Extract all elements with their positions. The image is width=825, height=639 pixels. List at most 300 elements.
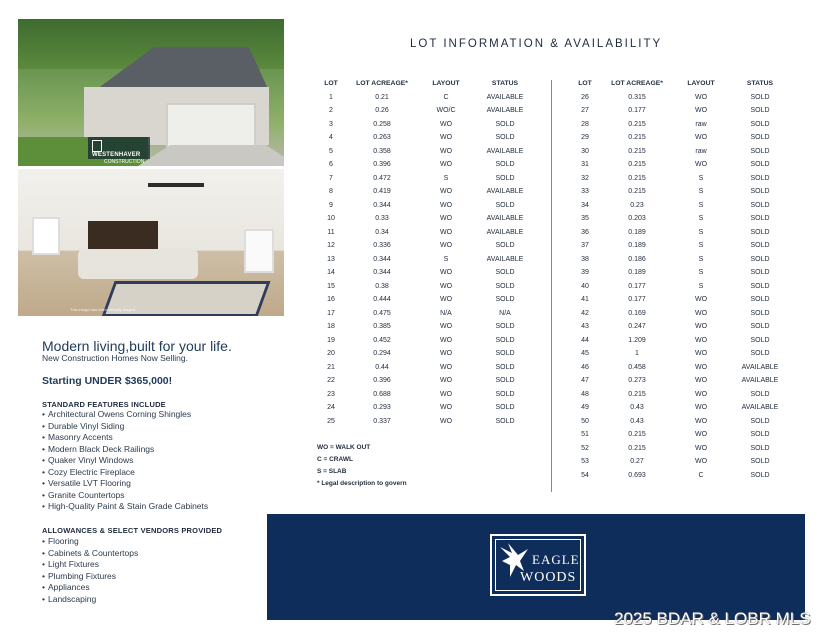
lot-acreage: 0.23 — [630, 201, 644, 209]
lot-number: 42 — [581, 309, 589, 317]
lot-table-left — [318, 77, 538, 428]
lot-number: 20 — [327, 350, 335, 358]
lot-number: 41 — [581, 296, 589, 304]
lot-status: SOLD — [495, 161, 515, 169]
lot-status: SOLD — [750, 161, 770, 169]
lot-number: 32 — [581, 174, 589, 182]
lot-layout: raw — [695, 147, 707, 155]
lot-status: N/A — [499, 309, 511, 317]
table-row — [318, 334, 538, 348]
lot-status: SOLD — [750, 458, 770, 466]
table-row — [571, 131, 793, 145]
lot-layout: WO — [694, 336, 708, 344]
lot-number: 22 — [327, 377, 335, 385]
lot-number: 53 — [581, 458, 589, 466]
lot-layout: WO — [694, 93, 708, 101]
lot-number: 28 — [581, 120, 589, 128]
lot-status: SOLD — [750, 134, 770, 142]
lot-status: SOLD — [495, 336, 515, 344]
lot-layout: C — [698, 471, 704, 479]
feature-item: • Quaker Vinyl Windows — [42, 455, 208, 467]
lot-number: 1 — [329, 93, 333, 101]
table-row — [571, 104, 793, 118]
lot-status: SOLD — [750, 107, 770, 115]
lot-status: SOLD — [750, 269, 770, 277]
lot-status: SOLD — [495, 242, 515, 250]
table-row — [318, 131, 538, 145]
lot-acreage: 0.43 — [630, 417, 644, 425]
lot-layout: WO — [694, 390, 708, 398]
table-row — [571, 199, 793, 213]
table-row — [571, 442, 793, 456]
lot-status: SOLD — [750, 471, 770, 479]
lot-number: 27 — [581, 107, 589, 115]
lot-status: AVAILABLE — [486, 228, 524, 236]
lot-number: 35 — [581, 215, 589, 223]
table-row — [318, 253, 538, 267]
lot-layout: S — [698, 201, 704, 209]
lot-number: 49 — [581, 404, 589, 412]
lot-number: 38 — [581, 255, 589, 263]
lot-status: SOLD — [495, 323, 515, 331]
lot-number: 45 — [581, 350, 589, 358]
table-row — [571, 307, 793, 321]
allowance-item: • Light Fixtures — [42, 559, 138, 571]
table-row — [318, 388, 538, 402]
lot-layout: WO — [694, 444, 708, 452]
lot-acreage: 0.215 — [628, 444, 646, 452]
lot-number: 6 — [329, 161, 333, 169]
table-row — [318, 104, 538, 118]
lot-status: SOLD — [750, 93, 770, 101]
lot-status: AVAILABLE — [486, 255, 524, 263]
lot-acreage: 0.34 — [375, 228, 389, 236]
lot-acreage: 0.315 — [628, 93, 646, 101]
lot-acreage: 0.177 — [628, 282, 646, 290]
logo-word-woods: WOODS — [520, 570, 577, 585]
table-row — [571, 266, 793, 280]
feature-item: • High-Quality Paint & Stain Grade Cabinets — [42, 501, 208, 513]
lot-status: SOLD — [750, 120, 770, 128]
lot-layout: WO — [439, 188, 453, 196]
builder-logo — [88, 137, 150, 165]
lot-acreage: 0.189 — [628, 242, 646, 250]
lot-acreage: 0.472 — [373, 174, 391, 182]
table-row — [571, 320, 793, 334]
table-row — [318, 145, 538, 159]
lot-status: SOLD — [750, 309, 770, 317]
table-row — [318, 212, 538, 226]
table-row — [571, 145, 793, 159]
lot-acreage: 0.215 — [628, 120, 646, 128]
lot-layout: WO — [439, 350, 453, 358]
lot-number: 9 — [329, 201, 333, 209]
lot-acreage: 0.215 — [628, 431, 646, 439]
lot-layout: WO — [439, 282, 453, 290]
table-row — [571, 280, 793, 294]
table-row — [318, 91, 538, 105]
lot-acreage: 0.263 — [373, 134, 391, 142]
lot-number: 34 — [581, 201, 589, 209]
ceiling-fan — [148, 183, 204, 187]
lot-layout: WO — [439, 161, 453, 169]
lot-number: 16 — [327, 296, 335, 304]
column-header: LOT ACREAGE* — [611, 80, 663, 88]
lot-acreage: 0.336 — [373, 242, 391, 250]
lot-number: 29 — [581, 134, 589, 142]
lot-status: SOLD — [750, 215, 770, 223]
lot-acreage: 0.344 — [373, 255, 391, 263]
table-row — [571, 361, 793, 375]
lot-number: 46 — [581, 363, 589, 371]
lot-status: SOLD — [750, 296, 770, 304]
table-row — [571, 293, 793, 307]
lot-number: 39 — [581, 269, 589, 277]
lot-number: 17 — [327, 309, 335, 317]
lot-status: SOLD — [495, 390, 515, 398]
lot-layout: WO — [439, 323, 453, 331]
lot-status: AVAILABLE — [741, 363, 779, 371]
lot-layout: WO — [439, 201, 453, 209]
garage-door — [166, 103, 256, 149]
promo-subhead: New Construction Homes Now Selling. — [42, 353, 188, 363]
lot-acreage: 1 — [635, 350, 639, 358]
lot-acreage: 0.444 — [373, 296, 391, 304]
lot-acreage: 0.203 — [628, 215, 646, 223]
lot-number: 18 — [327, 323, 335, 331]
column-header: LAYOUT — [432, 80, 460, 88]
table-row — [318, 226, 538, 240]
lot-acreage: 0.458 — [628, 363, 646, 371]
lot-status: SOLD — [750, 350, 770, 358]
table-row — [571, 428, 793, 442]
lot-number: 44 — [581, 336, 589, 344]
allowances-list — [42, 536, 138, 605]
promo-headline: Modern living,built for your life. — [42, 338, 232, 354]
lot-layout: WO — [439, 134, 453, 142]
lot-layout: S — [443, 174, 449, 182]
table-row — [571, 118, 793, 132]
lot-acreage: 0.215 — [628, 147, 646, 155]
lot-acreage: 0.26 — [375, 107, 389, 115]
lot-number: 51 — [581, 431, 589, 439]
lot-status: SOLD — [750, 444, 770, 452]
allowance-item: • Plumbing Fixtures — [42, 571, 138, 583]
lot-acreage: 0.693 — [628, 471, 646, 479]
lot-acreage: 0.396 — [373, 377, 391, 385]
lot-number: 5 — [329, 147, 333, 155]
table-row — [571, 374, 793, 388]
lot-number: 10 — [327, 215, 335, 223]
lot-number: 19 — [327, 336, 335, 344]
table-row — [571, 334, 793, 348]
lot-number: 15 — [327, 282, 335, 290]
lot-acreage: 0.189 — [628, 228, 646, 236]
lot-layout: WO/C — [436, 107, 456, 115]
table-row — [318, 118, 538, 132]
lot-acreage: 0.337 — [373, 417, 391, 425]
table-row — [571, 239, 793, 253]
lot-acreage: 0.475 — [373, 309, 391, 317]
lot-status: SOLD — [495, 201, 515, 209]
legend-item: S = SLAB — [317, 468, 347, 475]
lot-layout: WO — [694, 309, 708, 317]
lot-table-right — [571, 77, 793, 482]
lot-layout: WO — [694, 404, 708, 412]
legend-item: * Legal description to govern — [317, 480, 407, 487]
interior-photo — [18, 169, 284, 316]
lot-number: 24 — [327, 404, 335, 412]
column-header: LAYOUT — [687, 80, 715, 88]
feature-item: • Masonry Accents — [42, 432, 208, 444]
lot-acreage: 0.419 — [373, 188, 391, 196]
lot-acreage: 0.189 — [628, 269, 646, 277]
table-row — [318, 158, 538, 172]
lot-layout: WO — [439, 296, 453, 304]
lot-number: 3 — [329, 120, 333, 128]
table-header-row — [571, 77, 793, 91]
lot-status: SOLD — [495, 296, 515, 304]
table-row — [318, 280, 538, 294]
lot-acreage: 0.452 — [373, 336, 391, 344]
table-row — [318, 293, 538, 307]
lot-acreage: 0.215 — [628, 188, 646, 196]
lot-layout: WO — [439, 363, 453, 371]
lot-acreage: 0.344 — [373, 201, 391, 209]
lot-layout: WO — [694, 377, 708, 385]
lot-status: SOLD — [750, 242, 770, 250]
lot-number: 14 — [327, 269, 335, 277]
lot-layout: WO — [439, 215, 453, 223]
feature-item: • Granite Countertops — [42, 490, 208, 502]
lot-status: SOLD — [495, 174, 515, 182]
lot-layout: raw — [695, 120, 707, 128]
lot-layout: WO — [439, 390, 453, 398]
lot-acreage: 0.215 — [628, 161, 646, 169]
lot-status: SOLD — [750, 201, 770, 209]
lot-status: SOLD — [750, 255, 770, 263]
column-header: LOT — [324, 80, 338, 88]
lot-layout: WO — [439, 242, 453, 250]
lot-acreage: 0.44 — [375, 363, 389, 371]
lot-layout: N/A — [440, 309, 452, 317]
table-row — [318, 172, 538, 186]
lot-layout: C — [443, 93, 449, 101]
lot-layout: WO — [439, 404, 453, 412]
lot-layout: S — [698, 269, 704, 277]
table-header-row — [318, 77, 538, 91]
table-row — [571, 415, 793, 429]
table-row — [318, 401, 538, 415]
lot-acreage: 0.258 — [373, 120, 391, 128]
staging-caption: This image has been virtually staged. — [70, 307, 137, 312]
window-left — [32, 217, 60, 255]
table-row — [571, 185, 793, 199]
allowance-item: • Appliances — [42, 582, 138, 594]
feature-item: • Modern Black Deck Railings — [42, 444, 208, 456]
features-title: STANDARD FEATURES INCLUDE — [42, 400, 166, 409]
lot-number: 4 — [329, 134, 333, 142]
legend-item: WO = WALK OUT — [317, 444, 371, 451]
lot-acreage: 0.294 — [373, 350, 391, 358]
lot-number: 12 — [327, 242, 335, 250]
lot-number: 52 — [581, 444, 589, 452]
lot-status: SOLD — [495, 269, 515, 277]
table-row — [571, 388, 793, 402]
sofa — [78, 249, 198, 279]
feature-item: • Architectural Owens Corning Shingles — [42, 409, 208, 421]
lot-status: AVAILABLE — [486, 188, 524, 196]
lot-status: AVAILABLE — [486, 215, 524, 223]
lot-status: AVAILABLE — [741, 377, 779, 385]
lot-number: 48 — [581, 390, 589, 398]
table-row — [571, 172, 793, 186]
lot-layout: WO — [439, 336, 453, 344]
lot-status: SOLD — [495, 417, 515, 425]
lot-number: 37 — [581, 242, 589, 250]
lot-status: SOLD — [495, 363, 515, 371]
lot-number: 25 — [327, 417, 335, 425]
lot-layout: WO — [694, 363, 708, 371]
lot-status: SOLD — [495, 404, 515, 412]
lot-layout: WO — [694, 431, 708, 439]
lot-status: SOLD — [750, 147, 770, 155]
allowance-item: • Cabinets & Countertops — [42, 548, 138, 560]
builder-name: WESTENHAVER — [92, 152, 141, 158]
lot-status: SOLD — [495, 350, 515, 358]
table-row — [318, 415, 538, 429]
kitchen-cabinets — [88, 221, 158, 251]
lot-status: SOLD — [750, 417, 770, 425]
lot-layout: WO — [694, 458, 708, 466]
legend-item: C = CRAWL — [317, 456, 353, 463]
lot-layout: WO — [694, 323, 708, 331]
lot-number: 21 — [327, 363, 335, 371]
lot-acreage: 0.215 — [628, 174, 646, 182]
lot-status: SOLD — [750, 228, 770, 236]
lot-layout: WO — [439, 228, 453, 236]
lot-layout: WO — [694, 350, 708, 358]
exterior-photo — [18, 19, 284, 166]
feature-item: • Versatile LVT Flooring — [42, 478, 208, 490]
lot-acreage: 0.21 — [375, 93, 389, 101]
lot-status: AVAILABLE — [741, 404, 779, 412]
lot-acreage: 0.38 — [375, 282, 389, 290]
lot-number: 13 — [327, 255, 335, 263]
lot-layout: S — [698, 215, 704, 223]
driveway — [138, 145, 284, 166]
lot-layout: S — [698, 228, 704, 236]
lot-status: SOLD — [750, 336, 770, 344]
lot-acreage: 0.33 — [375, 215, 389, 223]
features-list — [42, 409, 208, 513]
window-right — [244, 229, 274, 273]
column-header: STATUS — [746, 80, 774, 88]
table-row — [571, 401, 793, 415]
table-row — [318, 266, 538, 280]
lot-layout: S — [698, 242, 704, 250]
table-row — [571, 253, 793, 267]
table-row — [318, 361, 538, 375]
lot-number: 30 — [581, 147, 589, 155]
lot-layout: WO — [694, 134, 708, 142]
table-row — [318, 185, 538, 199]
lot-layout: S — [698, 282, 704, 290]
table-row — [318, 307, 538, 321]
lot-number: 23 — [327, 390, 335, 398]
allowance-item: • Flooring — [42, 536, 138, 548]
lot-acreage: 0.688 — [373, 390, 391, 398]
price-callout: Starting UNDER $365,000! — [42, 375, 173, 387]
allowances-title: ALLOWANCES & SELECT VENDORS PROVIDED — [42, 526, 223, 535]
table-row — [571, 455, 793, 469]
lot-status: AVAILABLE — [486, 107, 524, 115]
lot-acreage: 0.273 — [628, 377, 646, 385]
table-divider — [551, 80, 552, 492]
lot-acreage: 0.177 — [628, 296, 646, 304]
lot-number: 11 — [327, 228, 335, 236]
lot-acreage: 0.358 — [373, 147, 391, 155]
lot-number: 31 — [581, 161, 589, 169]
table-row — [318, 347, 538, 361]
table-row — [571, 212, 793, 226]
column-header: LOT — [578, 80, 592, 88]
lot-layout: WO — [439, 269, 453, 277]
lot-acreage: 1.209 — [628, 336, 646, 344]
lot-layout: WO — [694, 417, 708, 425]
lot-status: SOLD — [495, 134, 515, 142]
lot-number: 7 — [329, 174, 333, 182]
allowance-item: • Landscaping — [42, 594, 138, 606]
lot-number: 26 — [581, 93, 589, 101]
mls-watermark: 2025 BDAR & LOBR MLS — [614, 609, 811, 628]
lot-acreage: 0.186 — [628, 255, 646, 263]
lot-status: SOLD — [750, 390, 770, 398]
lot-number: 40 — [581, 282, 589, 290]
lot-number: 50 — [581, 417, 589, 425]
lot-layout: WO — [694, 161, 708, 169]
lot-table-title: LOT INFORMATION & AVAILABILITY — [410, 38, 663, 50]
builder-mark-icon — [92, 140, 102, 152]
layout-legend — [317, 442, 407, 490]
lot-layout: WO — [439, 147, 453, 155]
lot-status: SOLD — [750, 431, 770, 439]
lot-status: SOLD — [750, 174, 770, 182]
lot-acreage: 0.247 — [628, 323, 646, 331]
lot-number: 36 — [581, 228, 589, 236]
lot-acreage: 0.396 — [373, 161, 391, 169]
column-header: LOT ACREAGE* — [356, 80, 408, 88]
table-row — [571, 158, 793, 172]
table-row — [318, 374, 538, 388]
lot-layout: S — [698, 188, 704, 196]
lot-layout: WO — [694, 296, 708, 304]
table-row — [318, 199, 538, 213]
lot-acreage: 0.215 — [628, 390, 646, 398]
builder-subname: CONSTRUCTION — [104, 159, 145, 165]
logo-word-eagle: EAGLE — [532, 552, 580, 567]
lot-acreage: 0.27 — [630, 458, 644, 466]
lot-acreage: 0.177 — [628, 107, 646, 115]
table-row — [571, 347, 793, 361]
lot-status: AVAILABLE — [486, 93, 524, 101]
lot-layout: S — [698, 174, 704, 182]
lot-status: SOLD — [495, 120, 515, 128]
table-row — [318, 320, 538, 334]
lot-status: SOLD — [750, 282, 770, 290]
lot-acreage: 0.215 — [628, 134, 646, 142]
feature-item: • Cozy Electric Fireplace — [42, 467, 208, 479]
